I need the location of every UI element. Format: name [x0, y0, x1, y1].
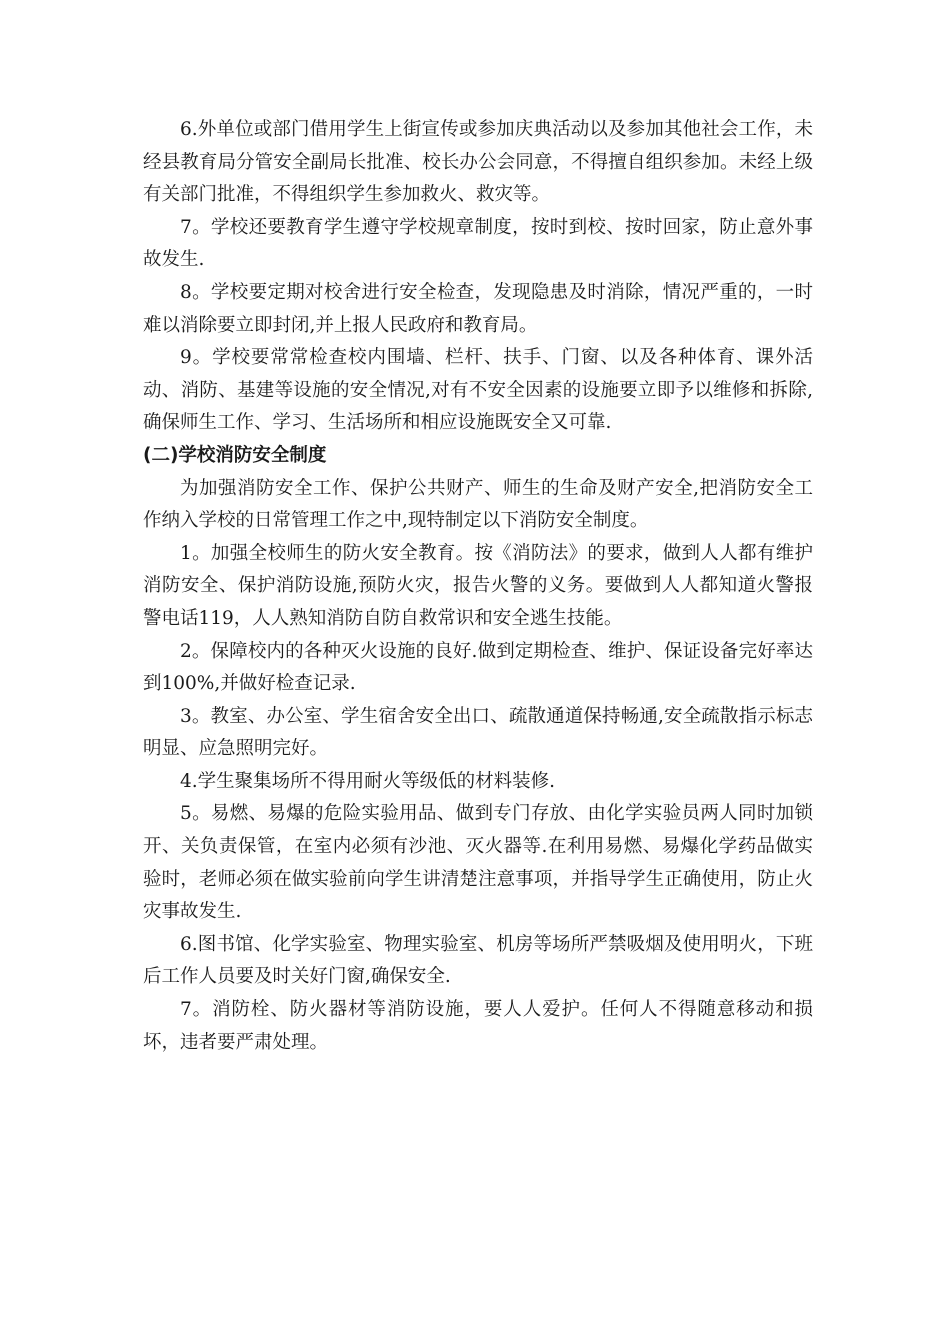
fire-rule-6: 6.图书馆、化学实验室、物理实验室、机房等场所严禁吸烟及使用明火，下班后工作人员要及时关好门窗,确保安全.: [143, 933, 813, 988]
paragraph-item-6: 6.外单位或部门借用学生上街宣传或参加庆典活动以及参加其他社会工作，未经县教育局分管安全副局长批准、校长办公会同意，不得擅自组织参加。未经上级有关部门批准，不得组织学生参加救火、救灾等。: [143, 119, 813, 206]
paragraph-item-9: 9。学校要常常检查校内围墙、栏杆、扶手、门窗、以及各种体育、课外活动、消防、基建等设施的安全情况,对有不安全因素的设施要立即予以维修和拆除,确保师生工作、学习、生活场所和相应设施既安全又可靠.: [143, 347, 813, 434]
paragraph-item-7: 7。学校还要教育学生遵守学校规章制度，按时到校、按时回家，防止意外事故发生.: [143, 216, 813, 271]
fire-rule-4: 4.学生聚集场所不得用耐火等级低的材料装修.: [180, 770, 556, 792]
fire-rule-7: 7。消防栓、防火器材等消防设施，要人人爱护。任何人不得随意移动和损坏，违者要严肃处理。: [143, 999, 813, 1053]
fire-rule-3: 3。教室、办公室、学生宿舍安全出口、疏散通道保持畅通,安全疏散指示标志明显、应急照明完好。: [143, 705, 813, 760]
document-page: [143, 114, 813, 1059]
section-heading: (二)学校消防安全制度: [143, 444, 327, 466]
fire-rule-2: 2。保障校内的各种灭火设施的良好.做到定期检查、维护、保证设备完好率达到100%,并做好检查记录.: [143, 640, 813, 695]
paragraph-item-8: 8。学校要定期对校舍进行安全检查，发现隐患及时消除，情况严重的，一时难以消除要立即封闭,并上报人民政府和教育局。: [143, 281, 813, 336]
fire-rule-5: 5。易燃、易爆的危险实验用品、做到专门存放、由化学实验员两人同时加锁开、关负责保管，在室内必须有沙池、灭火器等.在利用易燃、易爆化学药品做实验时，老师必须在做实验前向学生讲清楚注意事项，并指导学生正确使用，防止火灾事故发生.: [143, 803, 813, 923]
fire-rule-1: 1。加强全校师生的防火安全教育。按《消防法》的要求，做到人人都有维护消防安全、保护消防设施,预防火灾，报告火警的义务。要做到人人都知道火警报警电话119，人人熟知消防自防自救常识和安全逃生技能。: [143, 542, 813, 629]
section-intro: 为加强消防安全工作、保护公共财产、师生的生命及财产安全,把消防安全工作纳入学校的日常管理工作之中,现特制定以下消防安全制度。: [143, 477, 813, 532]
